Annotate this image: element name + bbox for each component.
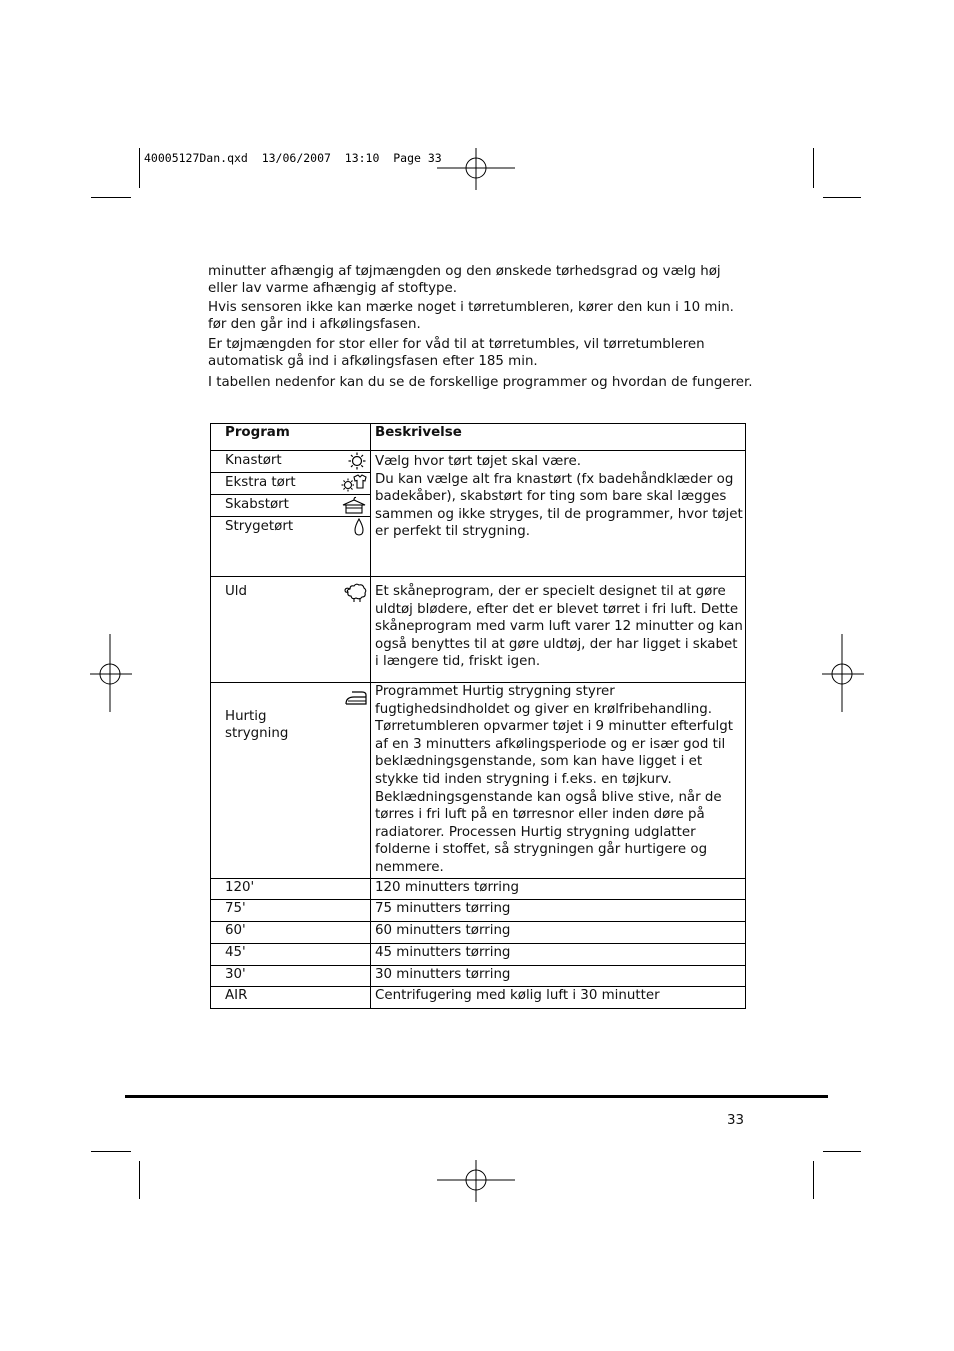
crop-mark xyxy=(139,148,140,188)
paragraph: minutter afhængig af tøjmængden og den ønskede tørhedsgrad og vælg høj eller lav varme afhængig af stoftype. xyxy=(208,264,721,296)
crop-mark xyxy=(823,1151,861,1152)
sheep-icon xyxy=(344,582,368,604)
sun-icon xyxy=(347,452,367,470)
crop-mark xyxy=(813,1161,814,1199)
registration-mark-bottom xyxy=(437,1160,517,1204)
program-60-description: 60 minutters tørring xyxy=(371,922,746,944)
registration-mark-left xyxy=(90,634,134,714)
program-30: 30' xyxy=(211,966,371,987)
program-table xyxy=(210,423,746,1009)
table-row xyxy=(211,451,746,577)
program-label: Skabstørt xyxy=(225,497,289,512)
registration-mark-right xyxy=(820,634,864,714)
program-label: Hurtig strygning xyxy=(225,708,289,742)
program-label: Strygetørt xyxy=(225,519,294,534)
header-description: Beskrivelse xyxy=(371,424,746,451)
page-number: 33 xyxy=(727,1113,745,1128)
program-120-description: 120 minutters tørring xyxy=(371,879,746,900)
crop-mark xyxy=(813,148,814,188)
dryness-programs-cell xyxy=(211,451,371,577)
program-45: 45' xyxy=(211,944,371,966)
program-75-description: 75 minutters tørring xyxy=(371,900,746,922)
program-skabstort xyxy=(211,495,370,517)
dryness-description: Vælg hvor tørt tøjet skal være. Du kan vælge alt fra knastørt (fx badehåndklæder og badekåber), skabstørt for ting som bare skal lægges sammen og ikke stryges, til de programmer, hvor tøjet er perfekt til strygning. xyxy=(371,451,746,577)
program-air-description: Centrifugering med kølig luft i 30 minutter xyxy=(371,987,746,1009)
sun-shirt-icon xyxy=(341,474,367,492)
wool-description: Et skåneprogram, der er specielt designet til at gøre uldtøj blødere, efter det er blevet tørret i fri luft. Dette skåneprogram med varm luft varer 12 minutter og kan også benyttes til at gøre uldtøj, der har ligget i skabet i længere tid, friskt igen. xyxy=(371,577,746,683)
footer-rule xyxy=(125,1095,828,1098)
program-30-description: 30 minutters tørring xyxy=(371,966,746,987)
program-45-description: 45 minutters tørring xyxy=(371,944,746,966)
crop-mark xyxy=(823,197,861,198)
program-hurtig-strygning xyxy=(211,683,371,879)
program-uld xyxy=(211,577,371,683)
table-row xyxy=(211,683,746,879)
iron-icon xyxy=(344,687,368,709)
program-ekstra-tort xyxy=(211,473,370,495)
table-row xyxy=(211,987,746,1009)
table-row xyxy=(211,879,746,900)
program-label: Knastørt xyxy=(225,453,282,468)
program-strygetort xyxy=(211,517,370,547)
drop-icon xyxy=(347,518,367,536)
table-header-row xyxy=(211,424,746,451)
program-label: Ekstra tørt xyxy=(225,475,296,490)
table-row xyxy=(211,900,746,922)
paragraph: Er tøjmængden for stor eller for våd til at tørretumbles, vil tørretumbleren automatisk gå ind i afkølingsfasen efter 185 min. xyxy=(208,337,705,369)
table-row xyxy=(211,922,746,944)
paragraph: Hvis sensoren ikke kan mærke noget i tørretumbleren, kører den kun i 10 min. før den går ind i afkølingsfasen. xyxy=(208,300,734,332)
file-slug: 40005127Dan.qxd 13/06/2007 13:10 Page 33 xyxy=(144,151,442,165)
table-row xyxy=(211,966,746,987)
crop-mark xyxy=(91,1151,131,1152)
program-air: AIR xyxy=(211,987,371,1009)
program-120: 120' xyxy=(211,879,371,900)
crop-mark xyxy=(139,1161,140,1199)
program-75: 75' xyxy=(211,900,371,922)
program-label: Uld xyxy=(225,584,248,599)
header-program: Program xyxy=(211,424,371,451)
crop-mark xyxy=(91,197,131,198)
quick-iron-description: Programmet Hurtig strygning styrer fugtighedsindholdet og giver en krølfribehandling. Tørretumbleren opvarmer tøjet i 9 minutter efterfulgt af en 3 minutters afkølingsperiode og er især god til beklædningsgenstande, som kan have ligget i et stykke tid inden strygning i f.eks. en tøjkurv. Beklædningsgenstande kan også blive stive, når de tørres i fri luft på en tørresnor eller inden døre på radiatorer. Processen Hurtig strygning udglatter folderne i stoffet, så strygningen går hurtigere og nemmere. xyxy=(371,683,746,879)
paragraph: I tabellen nedenfor kan du se de forskellige programmer og hvordan de fungerer. xyxy=(208,375,753,390)
table-row xyxy=(211,577,746,683)
program-knastort xyxy=(211,451,370,473)
registration-mark-top xyxy=(437,148,517,192)
table-row xyxy=(211,944,746,966)
hanger-shirt-icon xyxy=(341,496,367,514)
program-60: 60' xyxy=(211,922,371,944)
